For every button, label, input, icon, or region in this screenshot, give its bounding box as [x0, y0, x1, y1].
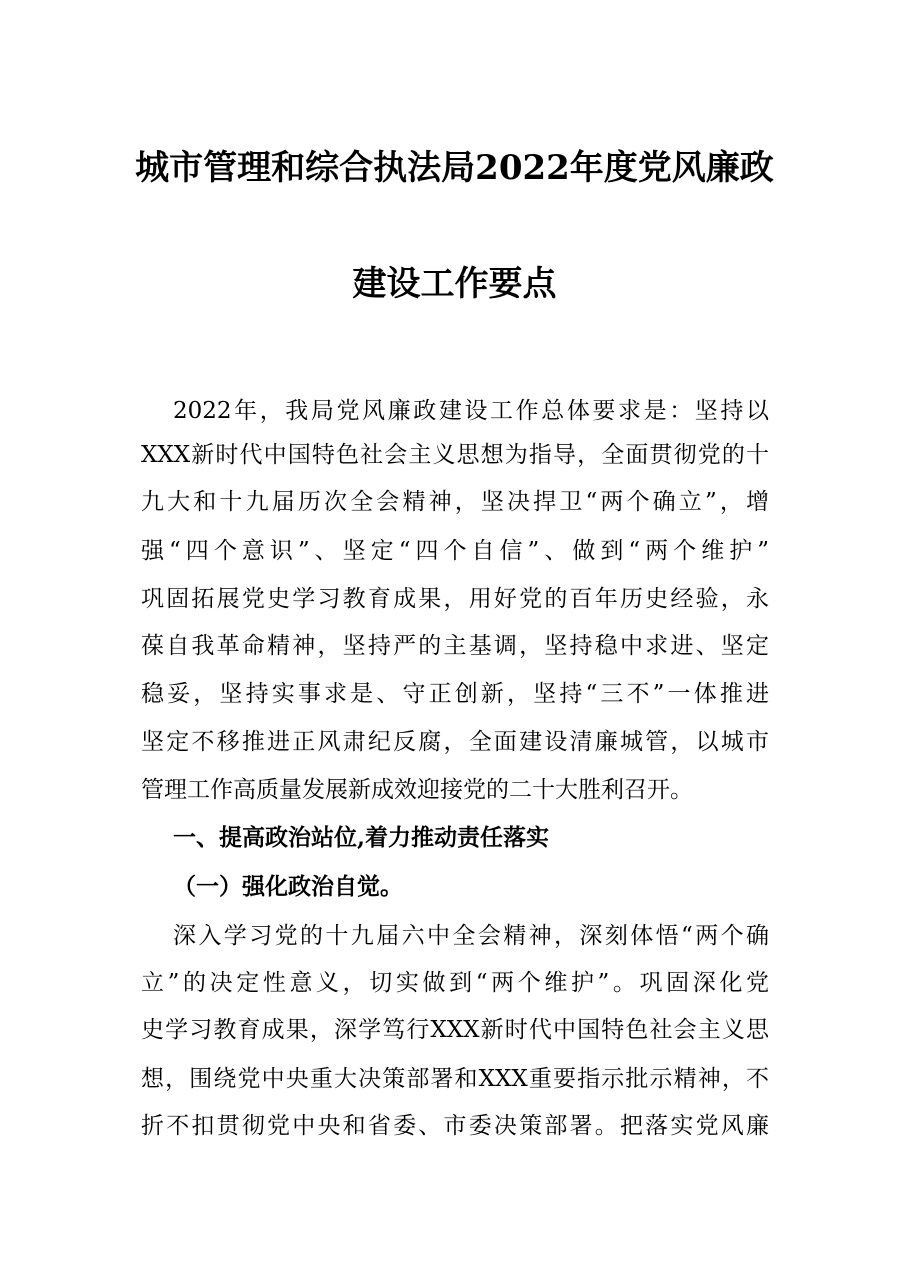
subsection-1-heading: （一）强化政治自觉。 [173, 873, 403, 900]
paragraph-2-line-3: 史学习教育成果，深学笃行XXX新时代中国特色社会主义思 [141, 1017, 769, 1043]
paragraph-2-line-1: 深入学习党的十九届六中全会精神，深刻体悟“两个确 [173, 923, 769, 949]
paragraph-1-line-2: XXX新时代中国特色社会主义思想为指导，全面贯彻党的十 [141, 442, 769, 468]
paragraph-1-line-9: 管理工作高质量发展新成效迎接党的二十大胜利召开。 [141, 777, 693, 803]
section-1-heading: 一、提高政治站位,着力推动责任落实 [173, 824, 550, 851]
paragraph-1-line-6: 葆自我革命精神，坚持严的主基调，坚持稳中求进、坚定 [141, 633, 769, 659]
document-title-line-1: 城市管理和综合执法局2022年度党风廉政 [135, 148, 774, 188]
paragraph-2-line-4: 想，围绕党中央重大决策部署和XXX重要指示批示精神，不 [141, 1066, 769, 1092]
paragraph-2-line-5: 折不扣贯彻党中央和省委、市委决策部署。把落实党风廉 [141, 1113, 769, 1139]
paragraph-1-line-8: 坚定不移推进正风肃纪反腐，全面建设清廉城管，以城市 [141, 729, 769, 755]
paragraph-1-line-4: 强“四个意识”、坚定“四个自信”、做到“两个维护” [141, 538, 769, 564]
paragraph-2-line-2: 立”的决定性意义，切实做到“两个维护”。巩固深化党 [141, 970, 769, 996]
document-title-line-2: 建设工作要点 [352, 264, 557, 304]
paragraph-1-line-1: 2022年，我局党风廉政建设工作总体要求是：坚持以 [173, 398, 769, 424]
paragraph-1-line-3: 九大和十九届历次全会精神，坚决捍卫“两个确立”，增 [141, 489, 769, 515]
paragraph-1-line-7: 稳妥，坚持实事求是、守正创新，坚持“三不”一体推进 [141, 681, 769, 707]
paragraph-1-line-5: 巩固拓展党史学习教育成果，用好党的百年历史经验，永 [141, 586, 769, 612]
